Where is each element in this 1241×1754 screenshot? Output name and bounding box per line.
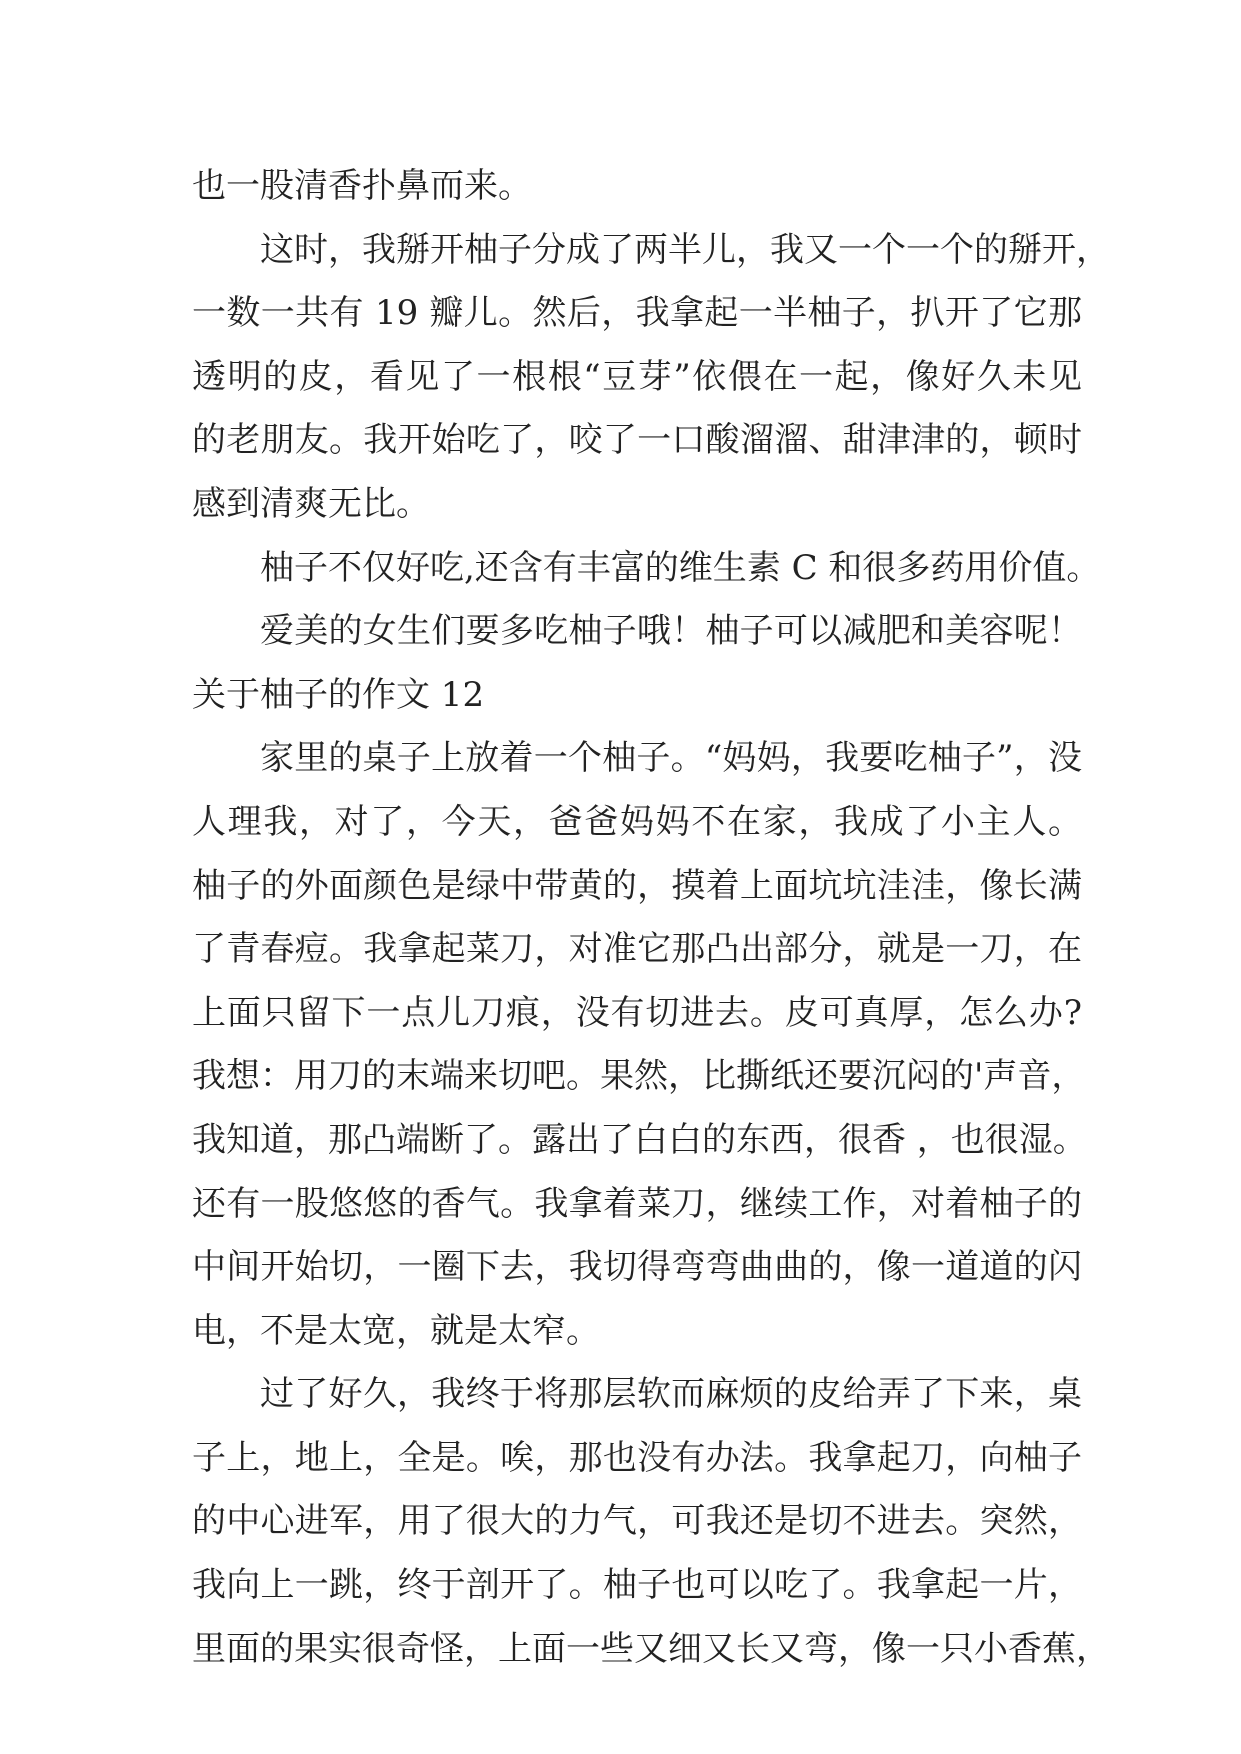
text-line: 中间开始切，一圈下去，我切得弯弯曲曲的，像一道道的闪	[192, 1247, 1082, 1288]
text-line: 电，不是太宽，就是太窄。	[192, 1310, 600, 1351]
text-line: 也一股清香扑鼻而来。	[192, 166, 532, 206]
text-line: 我知道，那凸端断了。露出了白白的东西，很香 ，也很湿。	[192, 1119, 1087, 1160]
text-line: 还有一股悠悠的香气。我拿着菜刀，继续工作，对着柚子的	[192, 1183, 1082, 1224]
text-line: 我向上一跳，终于剖开了。柚子也可以吃了。我拿起一片，	[192, 1565, 1082, 1606]
section-heading: 关于柚子的作文 12	[192, 674, 485, 715]
text-line: 柚子的外面颜色是绿中带黄的，摸着上面坑坑洼洼，像长满	[192, 865, 1082, 906]
text-line: 一数一共有 19 瓣儿。然后，我拿起一半柚子，扒开了它那	[192, 293, 1082, 334]
essay-body	[192, 155, 1110, 1681]
text-line: 上面只留下一点儿刀痕，没有切进去。皮可真厚，怎么办?	[192, 992, 1082, 1033]
text-line: 的老朋友。我开始吃了，咬了一口酸溜溜、甜津津的，顿时	[192, 420, 1082, 461]
text-line: 感到清爽无比。	[192, 483, 430, 524]
text-line: 家里的桌子上放着一个柚子。“妈妈，我要吃柚子”，没	[260, 738, 1082, 779]
text-line: 的中心进军，用了很大的力气，可我还是切不进去。突然，	[192, 1501, 1082, 1542]
text-line: 人理我，对了，今天，爸爸妈妈不在家，我成了小主人。	[192, 801, 1082, 842]
text-line: 过了好久，我终于将那层软而麻烦的皮给弄了下来，桌	[260, 1374, 1082, 1415]
text-line: 子上，地上，全是。唉，那也没有办法。我拿起刀，向柚子	[192, 1437, 1082, 1478]
text-line: 这时，我掰开柚子分成了两半儿，我又一个一个的掰开，	[260, 229, 1110, 270]
text-line: 里面的果实很奇怪，上面一些又细又长又弯，像一只小香蕉，	[192, 1628, 1110, 1669]
text-line: 了青春痘。我拿起菜刀，对准它那凸出部分，就是一刀，在	[192, 929, 1082, 970]
text-line: 透明的皮，看见了一根根“豆芽”依偎在一起，像好久未见	[192, 356, 1082, 397]
text-line: 我想：用刀的末端来切吧。果然，比撕纸还要沉闷的'声音，	[192, 1056, 1086, 1097]
text-line: 柚子不仅好吃,还含有丰富的维生素 C 和很多药用价值。	[260, 547, 1101, 588]
text-line: 爱美的女生们要多吃柚子哦！柚子可以减肥和美容呢！	[260, 611, 1082, 652]
